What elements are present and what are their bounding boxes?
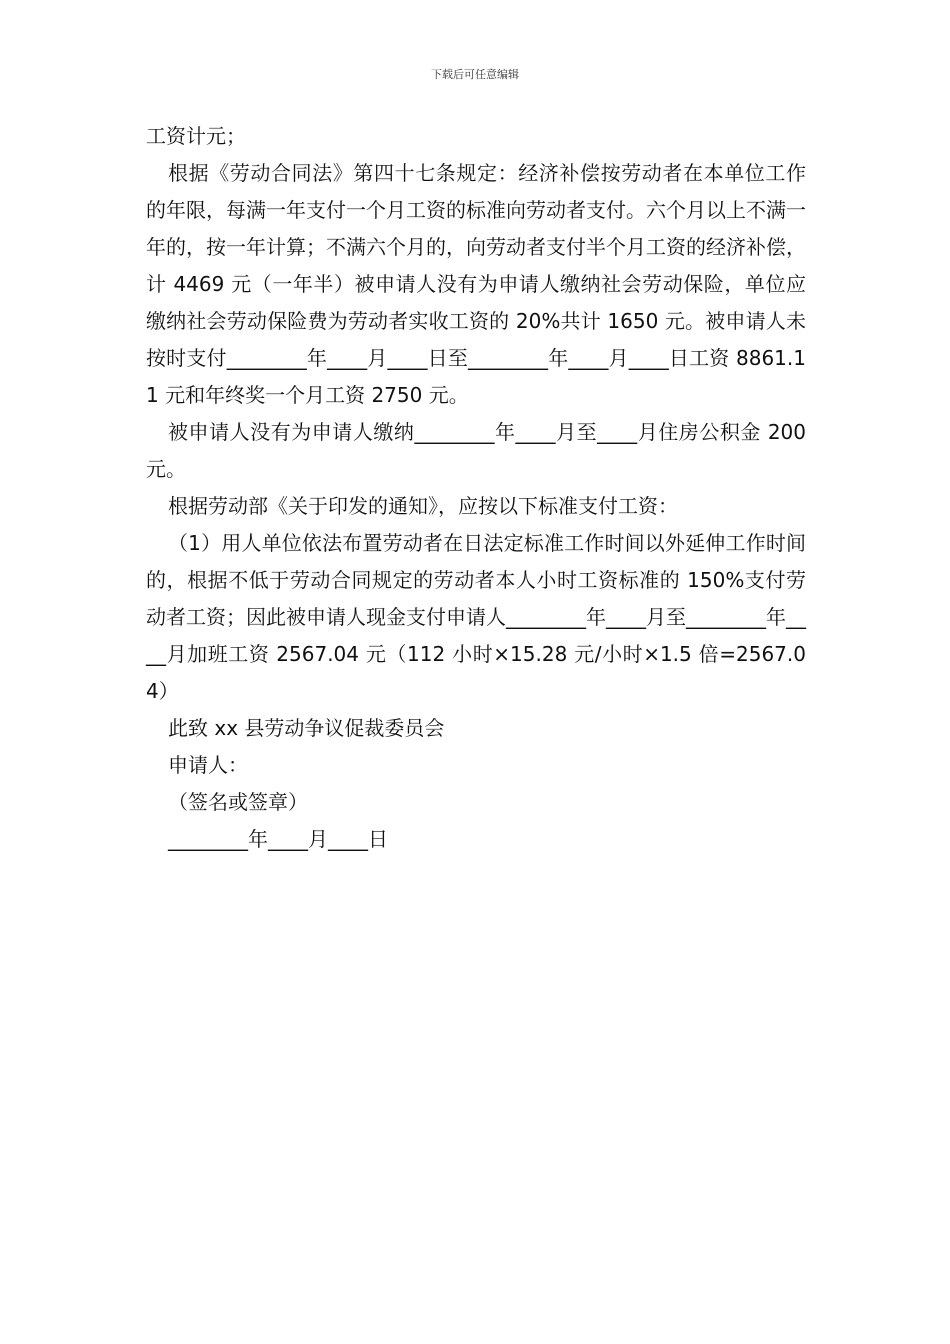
paragraph-housing-fund: 被申请人没有为申请人缴纳________年____月至____月住房公积金 200 元。 — [146, 420, 813, 481]
applicant-label: 申请人： — [168, 753, 248, 777]
paragraph-wage-total: 工资计元； — [146, 124, 246, 148]
paragraph-wage-standard: 根据劳动部《关于印发的通知》，应按以下标准支付工资： — [168, 494, 678, 518]
paragraph-compensation: 根据《劳动合同法》第四十七条规定：经济补偿按劳动者在本单位工作的年限，每满一年支付一个月工资的标准向劳动者支付。六个月以上不满一年的，按一年计算；不满六个月的，向劳动者支付半个月工资的经济补偿，计 4469 元（一年半）被申请人没有为申请人缴纳社会劳动保险，单位应缴纳社会劳动保险费为劳动者实收工资的 20%共计 1650 元。被申请人未按时支付________年____月____日至________年____月____日工资 8861.11 元和年终奖一个月工资 2750 元。 — [146, 161, 806, 407]
date-line: ________年____月____日 — [168, 827, 388, 851]
document-body — [146, 118, 813, 858]
page-header-note: 下载后可任意编辑 — [431, 68, 519, 81]
closing-addressee: 此致 xx 县劳动争议促裁委员会 — [168, 716, 445, 740]
paragraph-overtime: （1）用人单位依法布置劳动者在日法定标准工作时间以外延伸工作时间的，根据不低于劳动合同规定的劳动者本人小时工资标准的 150%支付劳动者工资；因此被申请人现金支付申请人________年____月至________年____月加班工资 2567.04 元（112 小时×15.28 元/小时×1.5 倍=2567.04） — [146, 531, 806, 703]
signature-note: （签名或签章） — [168, 790, 308, 814]
